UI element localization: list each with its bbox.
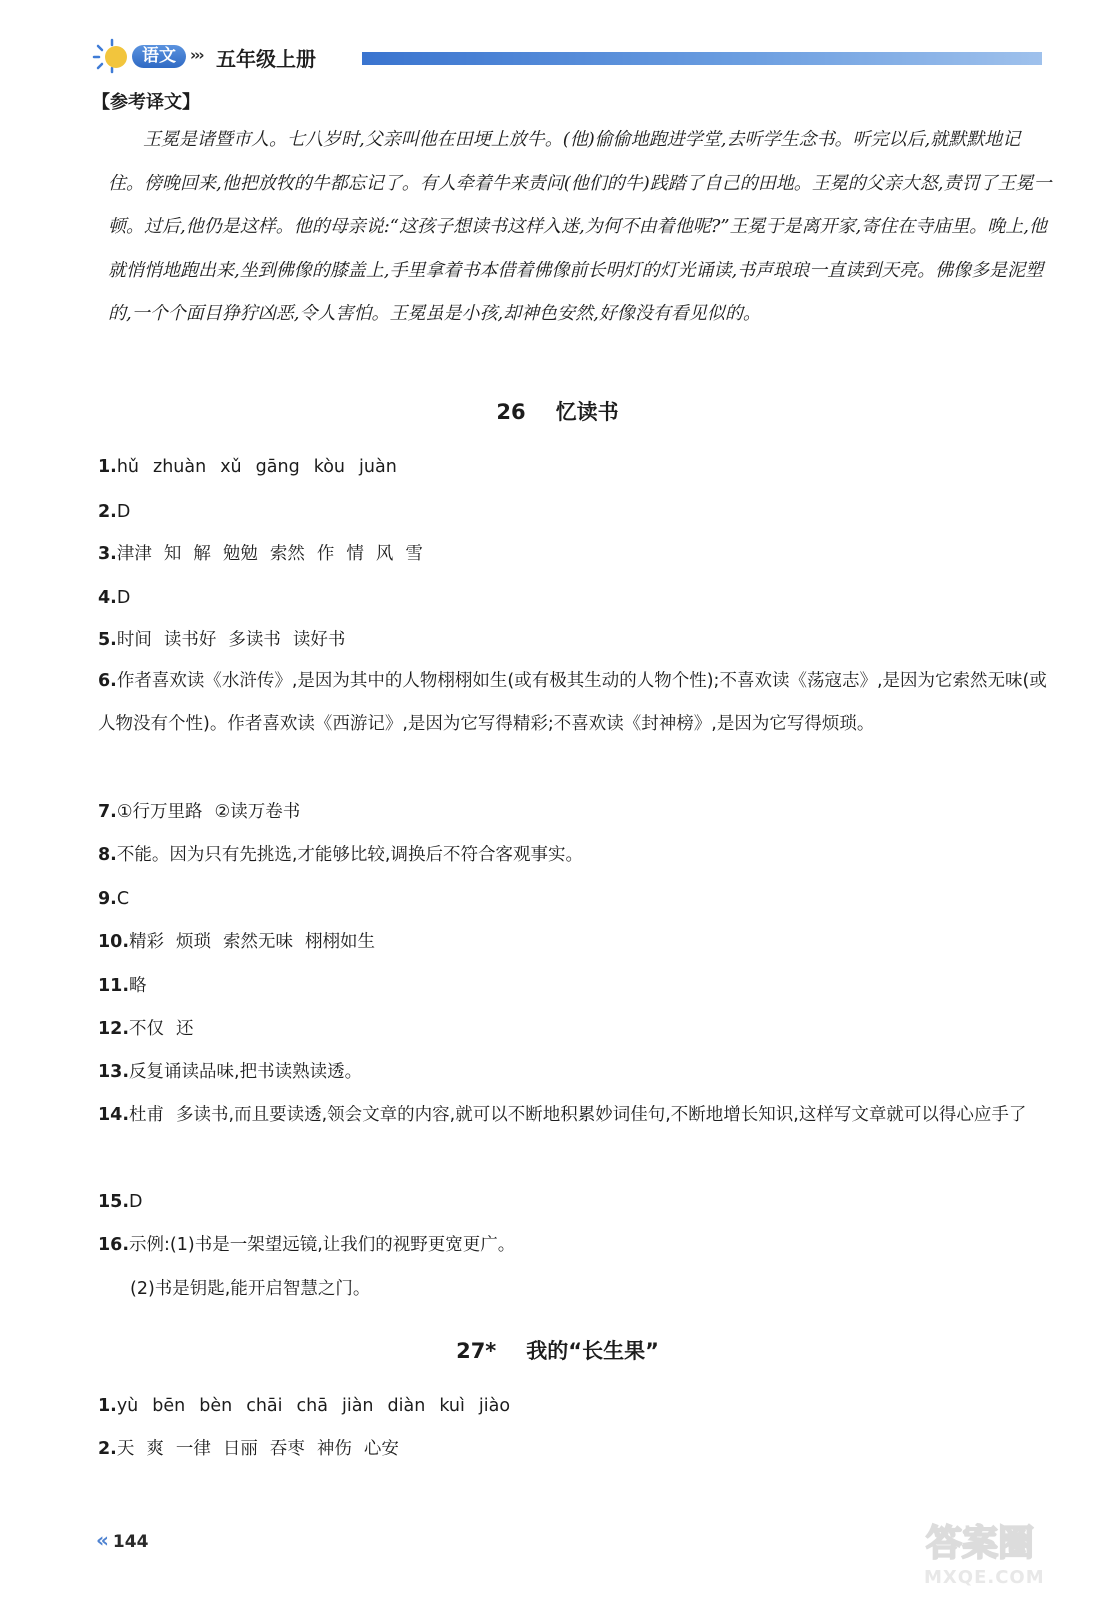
grade-title: 五年级上册: [216, 47, 316, 71]
watermark: [920, 1515, 1070, 1595]
header-bar: [362, 52, 1042, 65]
lesson-title: 我的“长生果”: [526, 1339, 659, 1363]
answer-9: 9.C: [98, 889, 130, 909]
reference-translation-text: 王冕是诸暨市人。七八岁时,父亲叫他在田埂上放牛。(他)偷偷地跑进学堂,去听学生念书。听完以后,就默默地记住。傍晚回来,他把放牧的牛都忘记了。有人牵着牛来责问(他们的牛)践踏了自己的田地。王冕的父亲大怒,责罚了王冕一顿。过后,他仍是这样。他的母亲说:“这孩子想读书这样入迷,为何不由着他呢?”王冕于是离开家,寄住在寺庙里。晚上,他就悄悄地跑出来,坐到佛像的膝盖上,手里拿着书本借着佛像前长明灯的灯光诵读,书声琅琅一直读到天亮。佛像多是泥塑的,一个个面目狰狞凶恶,令人害怕。王冕虽是小孩,却神色安然,好像没有看见似的。: [108, 129, 1052, 325]
answer-8: 8.不能。因为只有先挑选,才能够比较,调换后不符合客观事实。: [98, 845, 583, 865]
answer-7: 7.①行万里路 ②读万卷书: [98, 802, 301, 822]
lesson-title: 忆读书: [555, 400, 619, 424]
answer-3: 3.津津 知 解 勉勉 索然 作 情 风 雪: [98, 544, 423, 564]
answer-15: 15.D: [98, 1192, 143, 1212]
answer-2: 2.D: [98, 502, 131, 522]
answer-4: 4.D: [98, 588, 131, 608]
arrows-icon: ›››: [190, 46, 203, 64]
lesson-27-heading: [0, 1335, 1115, 1365]
lesson-27-answer-2: 2.天 爽 一律 日丽 吞枣 神伤 心安: [98, 1439, 399, 1459]
svg-text:答案圈: 答案圈: [926, 1523, 1035, 1564]
chevron-left-icon: «: [96, 1528, 103, 1552]
lesson-26-heading: [0, 396, 1115, 426]
lesson-27-answer-1: 1.yù bēn bèn chāi chā jiàn diàn kuì jiào: [98, 1396, 511, 1416]
answer-13: 13.反复诵读品味,把书读熟读透。: [98, 1062, 363, 1082]
answer-16: 16.示例:(1)书是一架望远镜,让我们的视野更宽更广。: [98, 1235, 516, 1255]
answer-1: 1.hǔ zhuàn xǔ gāng kòu juàn: [98, 457, 397, 477]
watermark-text: MXQE.COM: [924, 1567, 1045, 1588]
page-number: 144: [112, 1532, 149, 1552]
subject-badge: 语文: [132, 45, 186, 68]
lesson-number: 27*: [456, 1339, 497, 1363]
answer-16-part-2: (2)书是钥匙,能开启智慧之门。: [130, 1279, 371, 1299]
answer-5: 5.时间 读书好 多读书 读好书: [98, 630, 346, 650]
lesson-number: 26: [496, 400, 526, 424]
answer-11: 11.略: [98, 976, 147, 996]
watermark-logo-icon: [920, 1515, 1070, 1565]
answer-6: 6.作者喜欢读《水浒传》,是因为其中的人物栩栩如生(或有极其生动的人物个性);不喜欢读《荡寇志》,是因为它索然无味(或人物没有个性)。作者喜欢读《西游记》,是因为它写得精彩;不喜欢读《封神榜》,是因为它写得烦琐。: [98, 671, 1047, 734]
answer-10: 10.精彩 烦琐 索然无味 栩栩如生: [98, 932, 376, 952]
answer-14: 14.杜甫 多读书,而且要读透,领会文章的内容,就可以不断地积累妙词佳句,不断地增长知识,这样写文章就可以得心应手了: [98, 1105, 1027, 1125]
reference-translation-label: 【参考译文】: [92, 92, 200, 113]
page-header: [92, 38, 1047, 74]
answer-12: 12.不仅 还: [98, 1019, 194, 1039]
sun-icon: [92, 38, 132, 74]
page-footer: [96, 1528, 148, 1552]
